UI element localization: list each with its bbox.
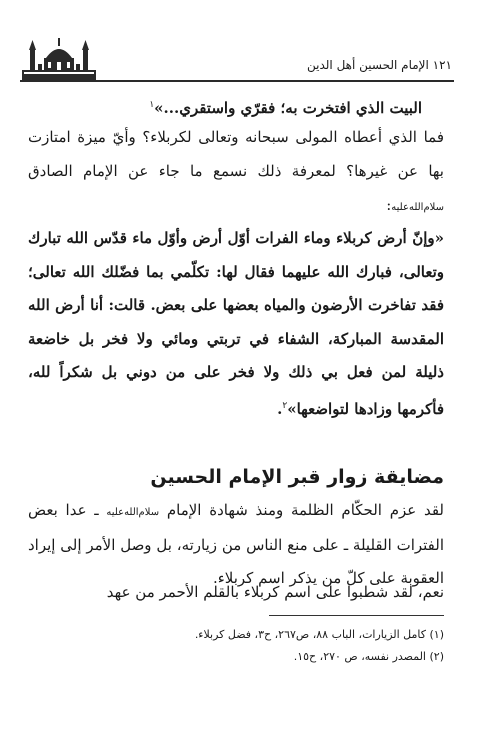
page-header [20,50,454,82]
honorific-text-2: سلام‌الله‌عليه [106,507,160,518]
hadith-quote-text: «وإنّ أرض كربلاء وماء الفرات أوّل أرض وأوّل ماء قدّس الله تبارك وتعالى، فبارك الله عليهما فقال لها: تكلّمي بما فضّلك الله تعالى؛ فقد تفاخرت الأرضون والمياه بعضها على بعض. قالت: أنا أرض الله المقدسة المباركة، الشفاء في تربتي ومائي ولا فخر بل خاضعة ذليلة لمن فعل بي ذلك ولا فخر على من دوني بل شكراً لله، فأكرمها وزادها لتواضعها» [28,229,444,418]
quote-closing-text: البيت الذي افتخرت به؛ فقرّي واستقري...» [154,99,422,117]
footnote-1: (١) كامل الزيارات، الباب ٨٨، ص٢٦٧، ح٣، فضل كربلاء. [194,628,444,641]
paragraph-body-text-a: لقد عزم الحكّام الظلمة ومنذ شهادة الإمام [166,501,444,519]
hadith-quote: «وإنّ أرض كربلاء وماء الفرات أوّل أرض وأوّل ماء قدّس الله تبارك وتعالى، فبارك الله عليهما فقال لها: تكلّمي بما فضّلك الله تعالى؛ فقد تفاخرت الأرضون والمياه بعضها على بعض. قالت: أنا أرض الله المقدسة المباركة، الشفاء في تربتي ومائي ولا فخر بل خاضعة ذليلة لمن فعل بي ذلك ولا فخر على من دوني بل شكراً لله، فأكرمها وزادها لتواضعها»$^٢$. [28,229,444,418]
paragraph-intro-text: فما الذي أعطاه المولى سبحانه وتعالى لكربلاء؟ وأيّ ميزة امتازت بها عن غيرها؟ لمعرفة ذلك نسمع ما جاء عن الإمام الصادق [28,128,444,180]
footnote-2: (٢) المصدر نفسه، ص ٢٧٠، ح١٥. [293,650,444,663]
running-header-title: ١٢١ الإمام الحسين أهل الدين [306,58,452,72]
honorific-text: سلام‌الله‌عليه [391,202,444,213]
paragraph-body-text-b: ـ عدا بعض الفترات القليلة ـ على منع الناس من زيارته، بل وصل الأمر إلى إيراد العقوبة على كلّ من يذكر اسم كربلاء. [28,501,444,587]
paragraph-intro: فما الذي أعطاه المولى سبحانه وتعالى لكربلاء؟ وأيّ ميزة امتازت بها عن غيرها؟ لمعرفة ذلك نسمع ما جاء عن الإمام الصادق سلام‌الله‌عليه: [28,128,444,214]
footnotes [28,624,444,668]
footnote-ref-2: ٢ [282,400,288,411]
mosque-shrine-emblem-icon [20,36,98,80]
footnote-ref-1: ١ [149,100,155,110]
footnote-divider [269,615,444,616]
paragraph-continuation: نعم، لقد شطبوا على اسم كربلاء بالقلم الأحمر من عهد [106,583,444,601]
section-heading: مضايقة زوار قبر الإمام الحسين [150,466,444,488]
